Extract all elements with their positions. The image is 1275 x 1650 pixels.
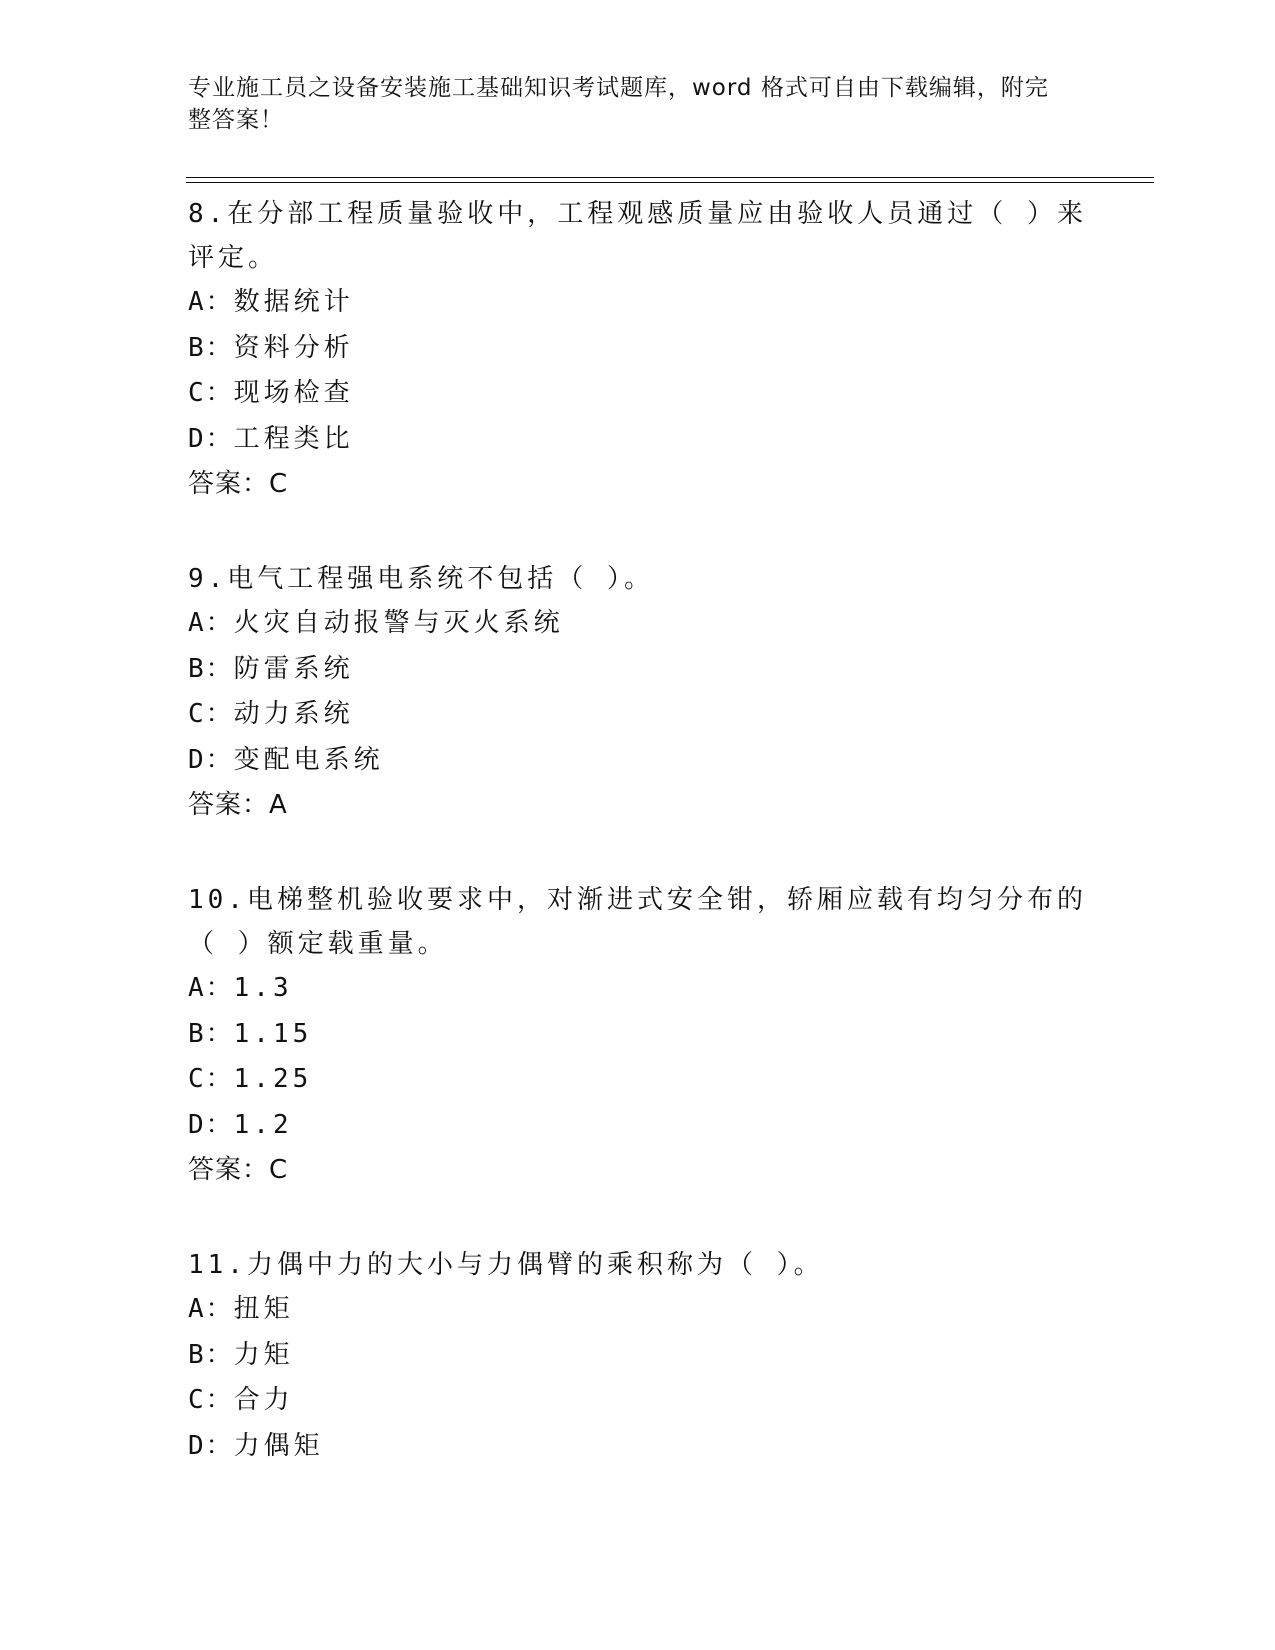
question-10 — [188, 874, 1088, 1193]
option-d — [188, 1103, 1088, 1149]
option-key: D： — [188, 1109, 234, 1140]
header-line-2: 整答案！ — [188, 107, 284, 133]
option-text: 防雷系统 — [233, 653, 354, 684]
header-divider-bottom — [186, 182, 1154, 183]
option-a — [188, 1287, 1088, 1333]
answer-line: 答案：C — [188, 1155, 289, 1185]
option-key: B： — [188, 653, 234, 684]
option-a — [188, 280, 1088, 326]
option-text: 资料分析 — [233, 332, 354, 363]
option-text: 力偶矩 — [233, 1430, 324, 1461]
option-key: B： — [188, 1339, 234, 1370]
question-list — [188, 188, 1088, 1515]
header-line-1: 专业施工员之设备安装施工基础知识考试题库，word 格式可自由下载编辑，附完 — [188, 75, 1049, 101]
option-key: C： — [188, 1064, 234, 1094]
option-text: 1.2 — [233, 1109, 293, 1140]
option-d — [188, 738, 1088, 784]
option-a — [188, 966, 1088, 1012]
document-header — [188, 72, 1088, 136]
option-c — [188, 371, 1088, 417]
option-key: A： — [188, 608, 234, 638]
question-stem: 10.电梯整机验收要求中，对渐进式安全钳，轿厢应载有均匀分布的（ ）额定载重量。 — [188, 885, 1087, 959]
option-key: A： — [188, 1294, 234, 1324]
question-stem: 8.在分部工程质量验收中，工程观感质量应由验收人员通过（ ）来评定。 — [188, 199, 1087, 273]
option-b — [188, 1012, 1088, 1058]
option-d — [188, 417, 1088, 463]
answer-line: 答案：A — [188, 790, 288, 820]
option-d — [188, 1424, 1088, 1470]
option-text: 力矩 — [233, 1339, 294, 1370]
option-text: 工程类比 — [233, 423, 354, 454]
option-key: C： — [188, 1385, 234, 1415]
option-b — [188, 1333, 1088, 1379]
question-stem: 9.电气工程强电系统不包括（ ）。 — [188, 564, 654, 594]
option-key: A： — [188, 973, 234, 1003]
option-c — [188, 692, 1088, 738]
option-text: 现场检查 — [233, 378, 354, 408]
option-a — [188, 601, 1088, 647]
option-text: 数据统计 — [233, 287, 354, 317]
option-c — [188, 1378, 1088, 1424]
option-text: 动力系统 — [233, 699, 354, 729]
option-key: D： — [188, 1430, 234, 1461]
option-key: B： — [188, 332, 234, 363]
option-text: 1.15 — [233, 1018, 313, 1049]
option-text: 1.25 — [233, 1064, 313, 1094]
question-8 — [188, 188, 1088, 507]
answer-line: 答案：C — [188, 469, 289, 499]
option-b — [188, 326, 1088, 372]
option-c — [188, 1057, 1088, 1103]
option-key: D： — [188, 744, 234, 775]
option-key: B： — [188, 1018, 234, 1049]
option-text: 变配电系统 — [233, 744, 384, 775]
option-text: 火灾自动报警与灭火系统 — [233, 608, 564, 638]
question-11 — [188, 1239, 1088, 1469]
option-key: C： — [188, 699, 234, 729]
option-key: C： — [188, 378, 234, 408]
option-text: 扭矩 — [233, 1294, 294, 1324]
option-key: A： — [188, 287, 234, 317]
header-divider-top — [186, 177, 1154, 178]
option-text: 1.3 — [233, 973, 293, 1003]
question-9 — [188, 553, 1088, 828]
option-text: 合力 — [233, 1385, 294, 1415]
option-b — [188, 647, 1088, 693]
question-stem: 11.力偶中力的大小与力偶臂的乘积称为（ ）。 — [188, 1250, 824, 1280]
option-key: D： — [188, 423, 234, 454]
